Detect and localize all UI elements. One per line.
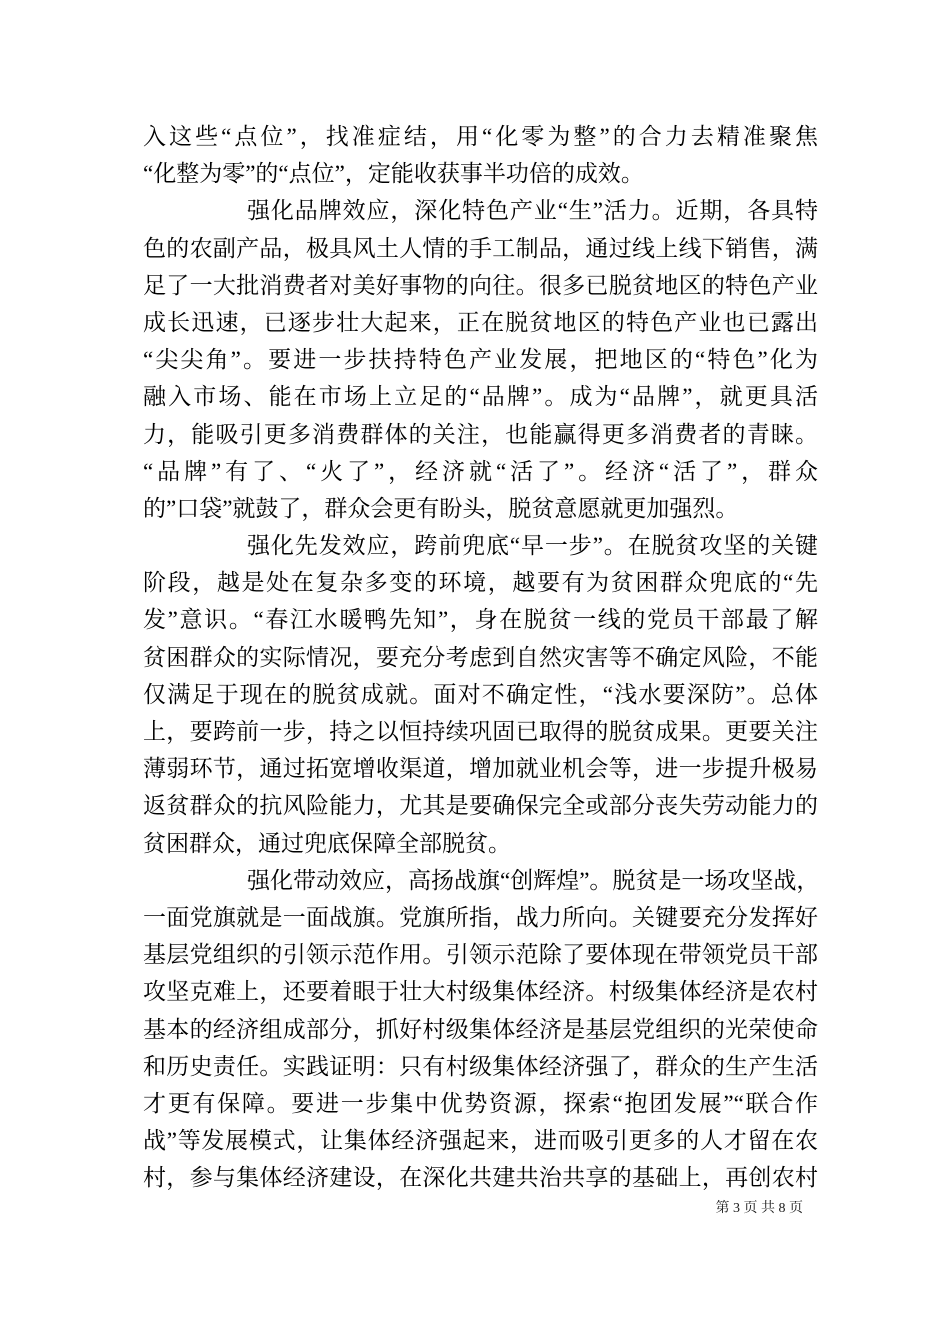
text-line: 足了一大批消费者对美好事物的向往。很多已脱贫地区的特色产业 [143,272,818,298]
text-line: 强化先发效应，跨前兜底“早一步”。在脱贫攻坚的关键 [247,533,818,559]
text-line: 和历史责任。实践证明：只有村级集体经济强了，群众的生产生活 [143,1053,818,1079]
text-line: 基本的经济组成部分，抓好村级集体经济是基层党组织的光荣使命 [143,1016,818,1042]
text-line: “尖尖角”。要进一步扶持特色产业发展，把地区的“特色”化为 [143,347,818,373]
text-line: 融入市场、能在市场上立足的“品牌”。成为“品牌”，就更具活 [143,384,818,410]
text-line: 薄弱环节，通过拓宽增收渠道，增加就业机会等，进一步提升极易 [143,756,818,782]
text-line: 贫困群众，通过兜底保障全部脱贫。 [143,830,511,856]
page-footer [0,1200,803,1218]
text-line: 才更有保障。要进一步集中优势资源，探索“抱团发展”“联合作 [143,1090,818,1116]
text-line: 力，能吸引更多消费群体的关注，也能赢得更多消费者的青睐。 [143,421,818,447]
text-line: 的”口袋”就鼓了，群众会更有盼头，脱贫意愿就更加强烈。 [143,495,739,521]
text-line: 发”意识。“春江水暖鸭先知”，身在脱贫一线的党员干部最了解 [143,607,818,633]
text-line: 成长迅速，已逐步壮大起来，正在脱贫地区的特色产业也已露出 [143,309,818,335]
text-line: 入这些“点位”，找准症结，用“化零为整”的合力去精准聚焦 [143,124,818,149]
text-line: 攻坚克难上，还要着眼于壮大村级集体经济。村级集体经济是农村 [143,979,818,1005]
text-line: 战”等发展模式，让集体经济强起来，进而吸引更多的人才留在农 [143,1128,818,1154]
text-line: 色的农副产品，极具风土人情的手工制品，通过线上线下销售，满 [143,235,818,261]
text-line: 返贫群众的抗风险能力，尤其是要确保完全或部分丧失劳动能力的 [143,793,818,819]
document-body [143,118,818,1196]
text-line: 上，要跨前一步，持之以恒持续巩固已取得的脱贫成果。更要关注 [143,719,818,744]
text-line: 基层党组织的引领示范作用。引领示范除了要体现在带领党员干部 [143,942,818,968]
page-number-text: 第 3 页 共 8 页 [715,1201,803,1216]
text-line: “化整为零”的“点位”，定能收获事半功倍的成效。 [143,161,644,187]
text-line: 村，参与集体经济建设，在深化共建共治共享的基础上，再创农村 [143,1165,818,1191]
text-line: 阶段，越是处在复杂多变的环境，越要有为贫困群众兜底的“先 [143,570,818,596]
text-line: “品牌”有了、“火了”，经济就“活了”。经济“活了”，群众 [143,458,818,484]
text-line: 一面党旗就是一面战旗。党旗所指，战力所向。关键要充分发挥好 [143,904,818,930]
text-line: 强化带动效应，高扬战旗“创辉煌”。脱贫是一场攻坚战， [247,867,820,893]
text-line: 仅满足于现在的脱贫成就。面对不确定性，“浅水要深防”。总体 [143,681,818,707]
text-line: 强化品牌效应，深化特色产业“生”活力。近期，各具特 [247,198,818,224]
text-line: 贫困群众的实际情况，要充分考虑到自然灾害等不确定风险，不能 [143,644,818,670]
